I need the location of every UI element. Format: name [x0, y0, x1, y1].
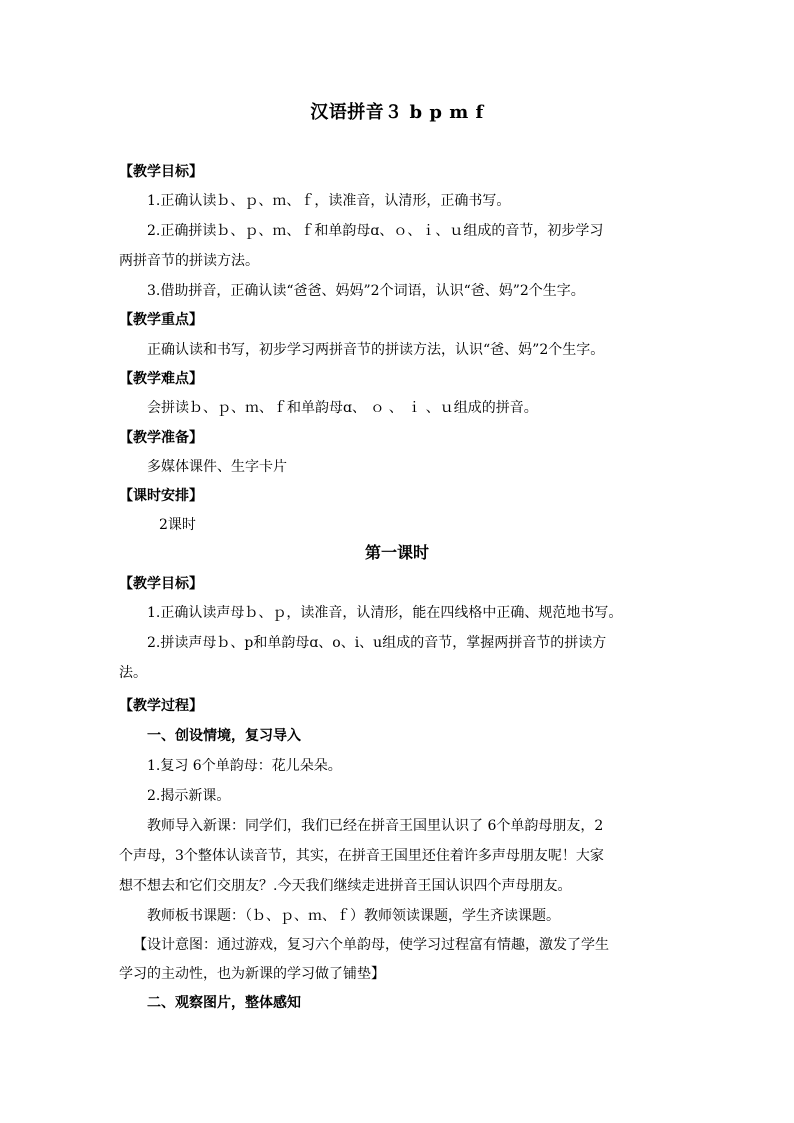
section-heading-key-points: 【教学重点】 [119, 312, 203, 328]
intro-paragraph-line-3: 想不想去和它们交朋友？.今天我们继续走进拼音王国认识四个声母朋友。 [119, 878, 572, 894]
design-intent-line-1: 【设计意图：通过游戏，复习六个单韵母，使学习过程富有情趣，激发了学生 [133, 937, 609, 953]
key-point-text: 正确认读和书写，初步学习两拼音节的拼读方法，认识“爸、妈”2个生字。 [147, 342, 605, 358]
lesson-title: 第一课时 [364, 543, 429, 562]
board-title-paragraph: 教师板书课题：（ｂ、ｐ、ｍ、ｆ）教师领读课题，学生齐读课题。 [147, 908, 560, 924]
document-title: 汉语拼音３ b p m f [310, 102, 484, 123]
lesson-heading-process: 【教学过程】 [119, 698, 203, 714]
section-heading-schedule: 【课时安排】 [119, 488, 203, 504]
goal-item-3: 3.借助拼音，正确认读“爸爸、妈妈”2个词语，认识“爸、妈”2个生字。 [147, 283, 585, 299]
intro-paragraph-line-2: 个声母，3个整体认读音节，其实，在拼音王国里还住着许多声母朋友呢！大家 [119, 848, 604, 864]
section-heading-teaching-goals: 【教学目标】 [119, 164, 203, 180]
intro-paragraph-line-1: 教师导入新课：同学们，我们已经在拼音王国里认识了 6个单韵母朋友，2 [147, 818, 604, 834]
goal-item-2-line-2: 两拼音节的拼读方法。 [119, 253, 259, 269]
process-step-2-heading: 二、观察图片，整体感知 [147, 995, 301, 1011]
lesson-goal-item-2-line-2: 法。 [119, 665, 147, 681]
section-heading-difficulties: 【教学难点】 [119, 371, 203, 387]
preparation-text: 多媒体课件、生字卡片 [147, 459, 287, 475]
section-heading-preparation: 【教学准备】 [119, 430, 203, 446]
goal-item-2-line-1: 2.正确拼读ｂ、ｐ、ｍ、ｆ和单韵母ɑ、ｏ、ｉ、ｕ组成的音节，初步学习 [147, 223, 604, 239]
design-intent-line-2: 学习的主动性，也为新课的学习做了铺垫】 [119, 966, 385, 982]
schedule-text: 2课时 [159, 517, 196, 533]
goal-item-1: 1.正确认读ｂ、ｐ、ｍ、ｆ，读准音，认清形，正确书写。 [147, 193, 511, 209]
lesson-heading-teaching-goals: 【教学目标】 [119, 576, 203, 592]
process-step-1-item-1: 1.复习 6个单韵母：花儿朵朵。 [147, 758, 342, 774]
lesson-goal-item-2-line-1: 2.拼读声母ｂ、p和单韵母ɑ、o、i、u组成的音节，掌握两拼音节的拼读方 [147, 635, 607, 651]
lesson-goal-item-1: 1.正确认读声母ｂ、ｐ，读准音，认清形，能在四线格中正确、规范地书写。 [147, 605, 623, 621]
difficulty-text: 会拼读ｂ、ｐ、ｍ、ｆ和单韵母ɑ、 ｏ 、 ｉ 、ｕ组成的拼音。 [147, 400, 538, 416]
process-step-1-heading: 一、创设情境，复习导入 [147, 728, 301, 744]
process-step-1-item-2: 2.揭示新课。 [147, 788, 231, 804]
